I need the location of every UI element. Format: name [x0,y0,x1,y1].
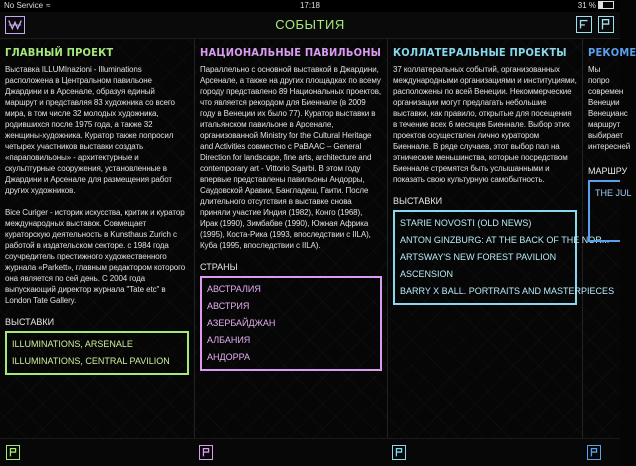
flag-icon[interactable] [598,16,614,33]
list-item[interactable]: THE JUL [595,188,632,198]
list-item[interactable]: ILLUMINATIONS, CENTRAL PAVILION [12,356,170,366]
main-project-text [5,64,189,306]
text-line: интересней [588,142,631,151]
battery-status: 31 % [578,0,614,12]
list-item[interactable]: BARRY X BALL. PORTRAITS AND MASTERPIECES [400,286,615,296]
text-line: современ [588,87,624,96]
list-item[interactable]: ILLUMINATIONS, ARSENALE [12,339,133,349]
text-line: маршрут [588,120,621,129]
frame-icon[interactable] [576,16,592,33]
countries-label: СТРАНЫ [200,262,238,272]
flag-icon[interactable] [6,445,20,460]
list-item[interactable]: ARTSWAY'S NEW FOREST PAVILION [400,252,557,262]
list-item[interactable]: АЗЕРБАЙДЖАН [207,318,276,328]
text-line: Мы попро [588,65,610,85]
text-line: Венеции [588,98,620,107]
list-item[interactable]: ANTON GINZBURG: AT THE BACK OF THE NOR... [400,235,610,245]
top-bar [0,12,620,39]
collateral-projects-text [393,64,577,185]
carrier-label: No Service ≈ [4,1,51,10]
routes-list [588,180,632,242]
collateral-exhibitions-list [393,210,615,305]
list-item[interactable]: АВСТРИЯ [207,301,250,311]
collateral-exhibitions-label: ВЫСТАВКИ [393,196,443,206]
main-project-title: ГЛАВНЫЙ ПРОЕКТ [5,46,114,59]
wifi-icon: ≈ [46,1,51,10]
recommend-column[interactable] [583,39,636,438]
routes-label: МАРШРУ [588,166,628,176]
status-bar [0,0,620,12]
main-exhibitions-label: ВЫСТАВКИ [5,317,55,327]
main-project-column[interactable] [0,39,195,438]
list-item[interactable]: STARIE NOVOSTI (OLD NEWS) [400,218,532,228]
battery-icon [598,1,614,9]
list-item[interactable]: АЛБАНИЯ [207,335,251,345]
paragraph: Параллельно с основной выставкой в Джардини, Арсенале, а также на других площадках по всему городу представлено 89 Национальных проектов, что является рекордом для Биеннале (в 2009 году в Венеции их было 77). Куратор выставки в итальянском павильоне в Арсенале, организованной Ministry for the Cultural Heritage and Activities совместно с PaBAAC – General Direction for landscape, fine arts, architecture and contemporary art - Vittorio Sgarbi. В этом году впервые представлены павильоны Андорры, Саудовской Аравии, Бангладеш, Гаити. После длительного отсутствия в выставке снова приняли участие Индия (1982), Конго (1968), Ирак (1990), Зимбабве (1990), Южная Африка (1995), Коста-Рика (1993, впоследствии с IILA), Куба (1995, впоследствии с IILA). [200,65,382,250]
flag-icon[interactable] [587,445,601,460]
national-pavilions-title: НАЦИОНАЛЬНЫЕ ПАВИЛЬОНЫ [200,46,382,59]
bottom-bar [0,438,620,466]
countries-list [200,276,382,371]
recommend-title: РЕКОМЕ [588,46,636,59]
paragraph: Выставка ILLUMInazioni - Illuminations расположена в Центральном павильоне Джардини и в Арсенале, образуя единый маршрут и представляя 83 художника со всего мира, в том числе 32 молодых художника, родившихся после 1975 года, а также 32 женщины-художника. Куратор также попросил четырех участников выставки создать «параповильоны» - архитектурные и скульптурные сооружения, установленные в Джардини и Арсенале для размещения работ других художников. [5,65,175,195]
national-pavilions-column[interactable] [195,39,388,438]
flag-icon[interactable] [392,445,406,460]
page-title: СОБЫТИЯ [275,17,345,32]
list-item[interactable]: АВСТРАЛИЯ [207,284,261,294]
flag-icon[interactable] [199,445,213,460]
collateral-projects-title: КОЛЛАТЕРАЛЬНЫЕ ПРОЕКТЫ [393,46,567,59]
clock: 17:18 [299,1,321,10]
main-exhibitions-list [5,331,189,375]
events-content[interactable] [0,39,636,438]
text-line: Венецианс [588,109,628,118]
text-line: выбирает [588,131,623,140]
recommend-text [588,64,631,152]
list-item[interactable]: ASCENSION [400,269,454,279]
list-item[interactable]: АНДОРРА [207,352,251,362]
paragraph: Bice Curiger - историк искусства, критик и куратор международных выставок. Совмещает кураторскую деятельность в Kunsthaus Zurich с работой в издательском секторе. с 1984 года соучредитель престижного художественного журнала «Parkett», главным редактором которого она является по сей день. С 2004 года выпускающий директор журнала "Tate etc" в London Tate Gallery. [5,208,186,305]
paragraph: 37 коллатеральных событий, организованных международными организациями и институциями, расположены по всей Венеции. Некоммерческие организации могут предлагать небольшие выставки, как правило, открытые для посещения в течение всех 6 месяцев Биеннале. Выбор этих проектов осуществлен лично куратором Биеннале. В ряде случаев, этот выбор пал на этнические меньшинства, которые посредством Биеннале стремятся быть услышанными и показать свою культурную самобытность. [393,65,577,184]
national-pavilions-text [200,64,382,251]
